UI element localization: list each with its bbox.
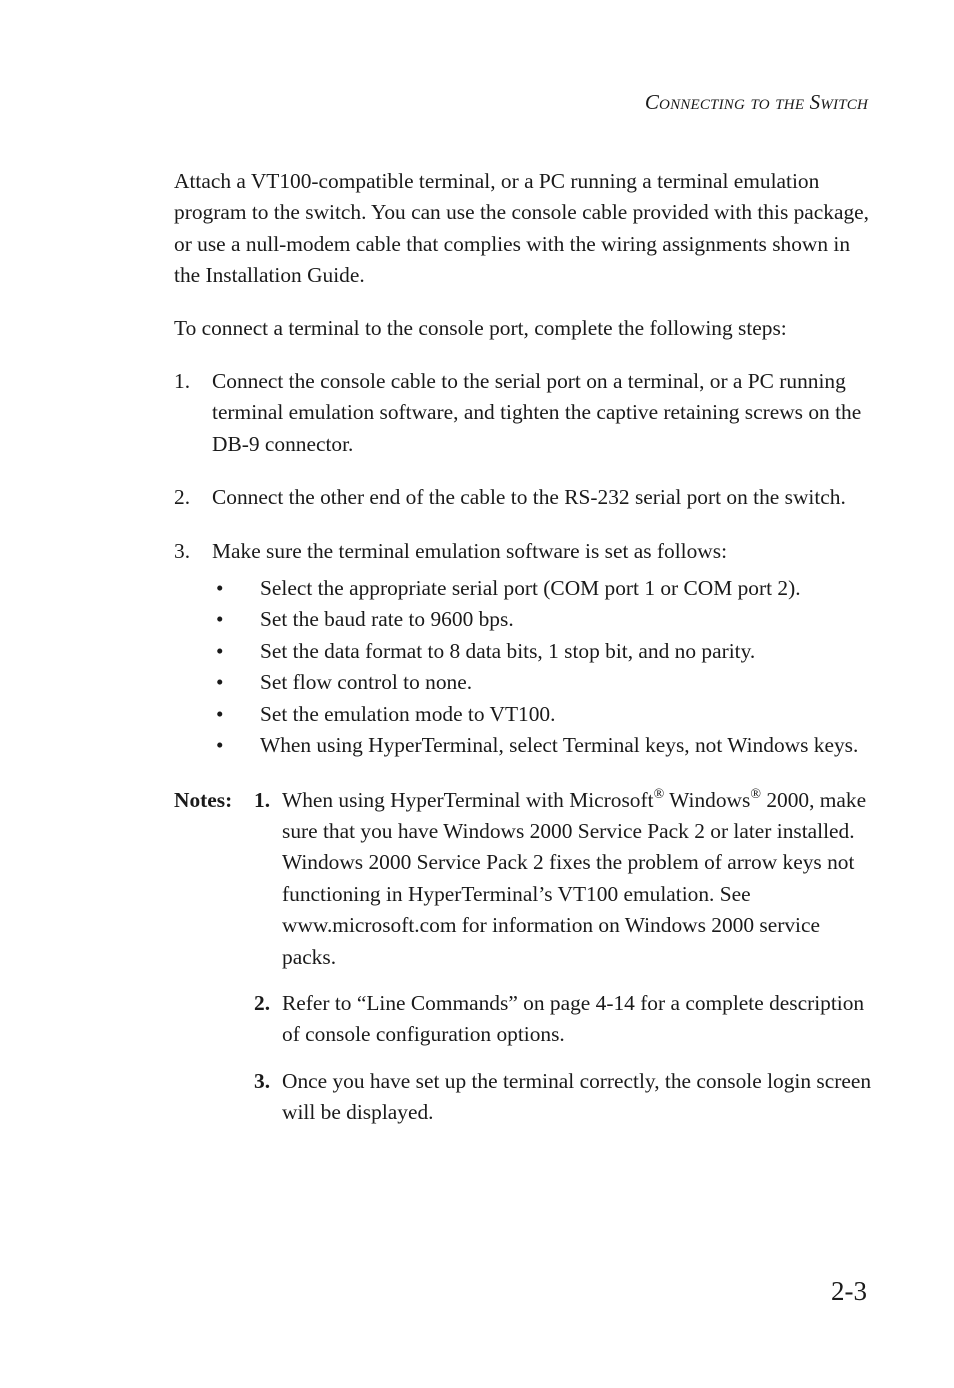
note-item (174, 988, 874, 1051)
step-number: 3. (174, 538, 191, 563)
note-text-part: 2000, make sure that you have Windows 2000 Service Pack 2 or later installed. Windows 2000 Service Pack 2 fixes the problem of arrow keys not functioning in HyperTerminal’s VT100 emulation. See www.microsoft.com for information on Windows 2000 service packs. (282, 787, 867, 969)
bullet-text: Set the baud rate to 9600 bps. (260, 607, 514, 632)
note-text: Refer to “Line Commands” on page 4-14 for a complete description of console configuration options. (282, 990, 865, 1047)
step-number: 1. (174, 369, 191, 394)
bullet-item (212, 604, 874, 635)
bullet-item (212, 730, 874, 761)
note-text-part: When using HyperTerminal with Microsoft (282, 787, 654, 812)
note-text: Once you have set up the terminal correctly, the console login screen will be displayed. (282, 1068, 872, 1125)
note-number: 2. (254, 990, 271, 1015)
bullet-icon: • (216, 607, 224, 632)
note-number: 1. (254, 787, 271, 812)
bullet-item (212, 699, 874, 730)
note-item (174, 1066, 874, 1129)
bullet-icon: • (216, 701, 224, 726)
bullet-icon: • (216, 670, 224, 695)
running-header: Connecting to the Switch (644, 90, 868, 114)
step-number: 2. (174, 485, 191, 510)
note-number: 3. (254, 1068, 271, 1093)
step-item (174, 366, 874, 460)
bullet-item (212, 636, 874, 667)
note-item (174, 785, 874, 973)
note-text (282, 788, 866, 969)
lead-in-paragraph: To connect a terminal to the console port, complete the following steps: (174, 315, 787, 340)
bullet-text: Set flow control to none. (260, 670, 473, 695)
page-number: 2-3 (831, 1276, 867, 1306)
registered-mark: ® (750, 786, 761, 802)
step-item (174, 482, 874, 513)
page-body (174, 166, 874, 1144)
bullet-item (212, 667, 874, 698)
bullet-text: Set the emulation mode to VT100. (260, 701, 556, 726)
bullet-icon: • (216, 733, 224, 758)
step-item (174, 536, 874, 762)
note-text-part: Windows (664, 787, 751, 812)
step-text: Make sure the terminal emulation software is set as follows: (212, 538, 728, 563)
notes-label: Notes: (174, 787, 233, 812)
bullet-icon: • (216, 638, 224, 663)
steps-list (174, 366, 874, 761)
bullet-icon: • (216, 576, 224, 601)
step-text: Connect the other end of the cable to the RS-232 serial port on the switch. (212, 485, 846, 510)
bullet-text: When using HyperTerminal, select Terminal keys, not Windows keys. (260, 733, 859, 758)
step-text: Connect the console cable to the serial port on a terminal, or a PC running terminal emulation software, and tighten the captive retaining screws on the DB-9 connector. (212, 369, 862, 456)
bullet-text: Set the data format to 8 data bits, 1 stop bit, and no parity. (260, 638, 756, 663)
bullet-item (212, 573, 874, 604)
bullet-text: Select the appropriate serial port (COM port 1 or COM port 2). (260, 576, 801, 601)
settings-bullet-list (212, 573, 874, 761)
intro-paragraph: Attach a VT100-compatible terminal, or a PC running a terminal emulation program to the switch. You can use the console cable provided with this package, or use a null-modem cable that complies with the wiring assignments shown in the Installation Guide. (174, 169, 870, 288)
registered-mark: ® (653, 786, 665, 802)
notes-section (174, 785, 874, 1129)
